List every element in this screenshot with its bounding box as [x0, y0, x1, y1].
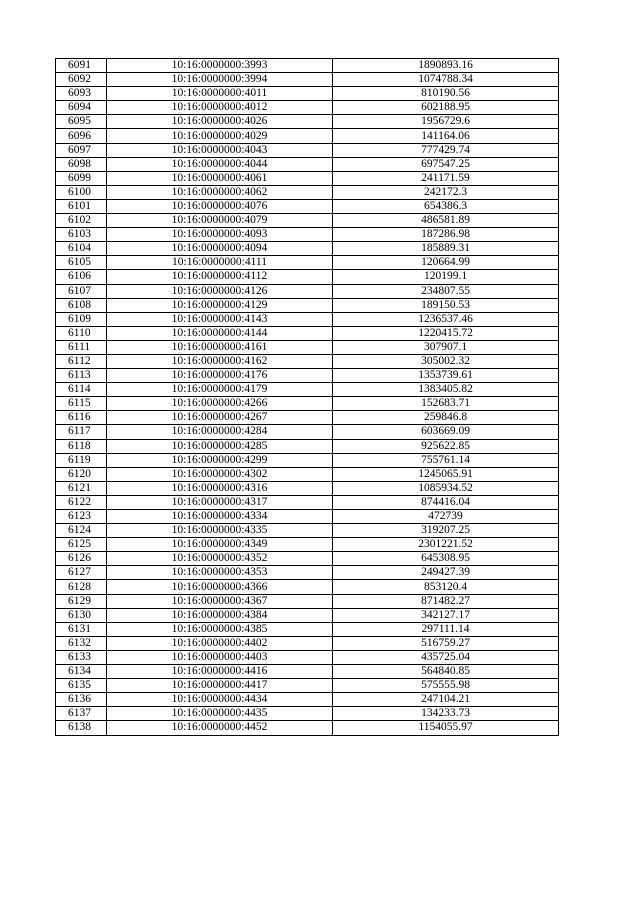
- cadastral-number-cell: 10:16:0000000:4267: [107, 411, 333, 425]
- cadastral-number-cell: 10:16:0000000:4403: [107, 650, 333, 664]
- row-number-cell: 6132: [56, 636, 107, 650]
- value-cell: 1890893.16: [333, 59, 559, 73]
- cadastral-number-cell: 10:16:0000000:4111: [107, 256, 333, 270]
- value-cell: 871482.27: [333, 594, 559, 608]
- value-cell: 189150.53: [333, 298, 559, 312]
- row-number-cell: 6134: [56, 665, 107, 679]
- table-row: [56, 157, 559, 171]
- table-row: [56, 481, 559, 495]
- row-number-cell: 6116: [56, 411, 107, 425]
- cadastral-number-cell: 10:16:0000000:4011: [107, 87, 333, 101]
- row-number-cell: 6122: [56, 495, 107, 509]
- cadastral-number-cell: 10:16:0000000:4029: [107, 129, 333, 143]
- cadastral-number-cell: 10:16:0000000:4352: [107, 552, 333, 566]
- row-number-cell: 6130: [56, 608, 107, 622]
- row-number-cell: 6096: [56, 129, 107, 143]
- table-row: [56, 425, 559, 439]
- cadastral-number-cell: 10:16:0000000:4112: [107, 270, 333, 284]
- row-number-cell: 6123: [56, 510, 107, 524]
- table-row: [56, 552, 559, 566]
- row-number-cell: 6094: [56, 101, 107, 115]
- row-number-cell: 6124: [56, 524, 107, 538]
- value-cell: 697547.25: [333, 157, 559, 171]
- table-row: [56, 214, 559, 228]
- cadastral-number-cell: 10:16:0000000:4079: [107, 214, 333, 228]
- table-row: [56, 270, 559, 284]
- table-row: [56, 242, 559, 256]
- value-cell: 234807.55: [333, 284, 559, 298]
- cadastral-number-cell: 10:16:0000000:4452: [107, 721, 333, 735]
- value-cell: 1154055.97: [333, 721, 559, 735]
- cadastral-number-cell: 10:16:0000000:4176: [107, 369, 333, 383]
- row-number-cell: 6099: [56, 171, 107, 185]
- cadastral-number-cell: 10:16:0000000:4012: [107, 101, 333, 115]
- cadastral-number-cell: 10:16:0000000:4435: [107, 707, 333, 721]
- table-row: [56, 510, 559, 524]
- value-cell: 516759.27: [333, 636, 559, 650]
- cadastral-number-cell: 10:16:0000000:4285: [107, 439, 333, 453]
- row-number-cell: 6102: [56, 214, 107, 228]
- value-cell: 305002.32: [333, 354, 559, 368]
- table-row: [56, 608, 559, 622]
- cadastral-number-cell: 10:16:0000000:4434: [107, 693, 333, 707]
- cadastral-number-cell: 10:16:0000000:3993: [107, 59, 333, 73]
- cadastral-number-cell: 10:16:0000000:4026: [107, 115, 333, 129]
- value-cell: 755761.14: [333, 453, 559, 467]
- value-cell: 2301221.52: [333, 538, 559, 552]
- cadastral-number-cell: 10:16:0000000:4161: [107, 340, 333, 354]
- table-body: [56, 59, 559, 736]
- value-cell: 1220415.72: [333, 326, 559, 340]
- cadastral-number-cell: 10:16:0000000:4093: [107, 228, 333, 242]
- value-cell: 297111.14: [333, 622, 559, 636]
- row-number-cell: 6097: [56, 143, 107, 157]
- table-row: [56, 228, 559, 242]
- table-row: [56, 354, 559, 368]
- cadastral-number-cell: 10:16:0000000:4316: [107, 481, 333, 495]
- value-cell: 1353739.61: [333, 369, 559, 383]
- row-number-cell: 6115: [56, 397, 107, 411]
- cadastral-number-cell: 10:16:0000000:4353: [107, 566, 333, 580]
- row-number-cell: 6111: [56, 340, 107, 354]
- row-number-cell: 6109: [56, 312, 107, 326]
- table-row: [56, 665, 559, 679]
- value-cell: 342127.17: [333, 608, 559, 622]
- value-cell: 187286.98: [333, 228, 559, 242]
- row-number-cell: 6112: [56, 354, 107, 368]
- row-number-cell: 6117: [56, 425, 107, 439]
- row-number-cell: 6098: [56, 157, 107, 171]
- row-number-cell: 6113: [56, 369, 107, 383]
- row-number-cell: 6095: [56, 115, 107, 129]
- table-row: [56, 115, 559, 129]
- cadastral-number-cell: 10:16:0000000:4366: [107, 580, 333, 594]
- value-cell: 853120.4: [333, 580, 559, 594]
- value-cell: 575555.98: [333, 679, 559, 693]
- value-cell: 486581.89: [333, 214, 559, 228]
- value-cell: 645308.95: [333, 552, 559, 566]
- value-cell: 602188.95: [333, 101, 559, 115]
- table-row: [56, 199, 559, 213]
- value-cell: 1085934.52: [333, 481, 559, 495]
- cadastral-number-cell: 10:16:0000000:4144: [107, 326, 333, 340]
- cadastral-number-cell: 10:16:0000000:4416: [107, 665, 333, 679]
- cadastral-number-cell: 10:16:0000000:4349: [107, 538, 333, 552]
- table-row: [56, 171, 559, 185]
- cadastral-number-cell: 10:16:0000000:4162: [107, 354, 333, 368]
- row-number-cell: 6129: [56, 594, 107, 608]
- cadastral-number-cell: 10:16:0000000:4129: [107, 298, 333, 312]
- row-number-cell: 6100: [56, 185, 107, 199]
- row-number-cell: 6110: [56, 326, 107, 340]
- value-cell: 1956729.6: [333, 115, 559, 129]
- cadastral-number-cell: 10:16:0000000:4126: [107, 284, 333, 298]
- row-number-cell: 6114: [56, 383, 107, 397]
- cadastral-number-cell: 10:16:0000000:4061: [107, 171, 333, 185]
- row-number-cell: 6126: [56, 552, 107, 566]
- row-number-cell: 6121: [56, 481, 107, 495]
- value-cell: 654386.3: [333, 199, 559, 213]
- cadastral-number-cell: 10:16:0000000:4043: [107, 143, 333, 157]
- row-number-cell: 6137: [56, 707, 107, 721]
- value-cell: 1245065.91: [333, 467, 559, 481]
- value-cell: 152683.71: [333, 397, 559, 411]
- value-cell: 247104.21: [333, 693, 559, 707]
- cadastral-value-table: [55, 58, 559, 736]
- table-row: [56, 185, 559, 199]
- table-row: [56, 439, 559, 453]
- value-cell: 185889.31: [333, 242, 559, 256]
- table-row: [56, 256, 559, 270]
- value-cell: 1236537.46: [333, 312, 559, 326]
- value-cell: 925622.85: [333, 439, 559, 453]
- value-cell: 134233.73: [333, 707, 559, 721]
- row-number-cell: 6136: [56, 693, 107, 707]
- cadastral-number-cell: 10:16:0000000:4044: [107, 157, 333, 171]
- row-number-cell: 6128: [56, 580, 107, 594]
- row-number-cell: 6092: [56, 73, 107, 87]
- cadastral-number-cell: 10:16:0000000:4367: [107, 594, 333, 608]
- table-row: [56, 143, 559, 157]
- value-cell: 249427.39: [333, 566, 559, 580]
- cadastral-number-cell: 10:16:0000000:4094: [107, 242, 333, 256]
- cadastral-number-cell: 10:16:0000000:4385: [107, 622, 333, 636]
- row-number-cell: 6091: [56, 59, 107, 73]
- row-number-cell: 6131: [56, 622, 107, 636]
- row-number-cell: 6108: [56, 298, 107, 312]
- value-cell: 319207.25: [333, 524, 559, 538]
- value-cell: 120664.99: [333, 256, 559, 270]
- row-number-cell: 6107: [56, 284, 107, 298]
- value-cell: 564840.85: [333, 665, 559, 679]
- table-row: [56, 284, 559, 298]
- table-row: [56, 411, 559, 425]
- row-number-cell: 6104: [56, 242, 107, 256]
- table-row: [56, 298, 559, 312]
- cadastral-number-cell: 10:16:0000000:4384: [107, 608, 333, 622]
- row-number-cell: 6127: [56, 566, 107, 580]
- cadastral-number-cell: 10:16:0000000:4335: [107, 524, 333, 538]
- table-row: [56, 383, 559, 397]
- value-cell: 1074788.34: [333, 73, 559, 87]
- value-cell: 259846.8: [333, 411, 559, 425]
- cadastral-number-cell: 10:16:0000000:4402: [107, 636, 333, 650]
- value-cell: 120199.1: [333, 270, 559, 284]
- table-row: [56, 721, 559, 735]
- table-row: [56, 312, 559, 326]
- table-row: [56, 538, 559, 552]
- value-cell: 435725.04: [333, 650, 559, 664]
- cadastral-number-cell: 10:16:0000000:4143: [107, 312, 333, 326]
- row-number-cell: 6103: [56, 228, 107, 242]
- value-cell: 241171.59: [333, 171, 559, 185]
- table-row: [56, 101, 559, 115]
- table-row: [56, 650, 559, 664]
- cadastral-number-cell: 10:16:0000000:4062: [107, 185, 333, 199]
- table-row: [56, 594, 559, 608]
- value-cell: 1383405.82: [333, 383, 559, 397]
- row-number-cell: 6106: [56, 270, 107, 284]
- table-row: [56, 340, 559, 354]
- value-cell: 242172.3: [333, 185, 559, 199]
- cadastral-number-cell: 10:16:0000000:4302: [107, 467, 333, 481]
- table-row: [56, 707, 559, 721]
- cadastral-number-cell: 10:16:0000000:4266: [107, 397, 333, 411]
- row-number-cell: 6133: [56, 650, 107, 664]
- value-cell: 141164.06: [333, 129, 559, 143]
- table-row: [56, 636, 559, 650]
- cadastral-number-cell: 10:16:0000000:4334: [107, 510, 333, 524]
- row-number-cell: 6101: [56, 199, 107, 213]
- row-number-cell: 6093: [56, 87, 107, 101]
- row-number-cell: 6105: [56, 256, 107, 270]
- cadastral-number-cell: 10:16:0000000:4284: [107, 425, 333, 439]
- value-cell: 603669.09: [333, 425, 559, 439]
- row-number-cell: 6120: [56, 467, 107, 481]
- table-row: [56, 397, 559, 411]
- cadastral-number-cell: 10:16:0000000:4179: [107, 383, 333, 397]
- table-row: [56, 369, 559, 383]
- table-row: [56, 73, 559, 87]
- row-number-cell: 6125: [56, 538, 107, 552]
- row-number-cell: 6135: [56, 679, 107, 693]
- cadastral-number-cell: 10:16:0000000:4076: [107, 199, 333, 213]
- table-row: [56, 524, 559, 538]
- table-row: [56, 495, 559, 509]
- table-row: [56, 326, 559, 340]
- cadastral-number-cell: 10:16:0000000:4417: [107, 679, 333, 693]
- table-row: [56, 679, 559, 693]
- table-row: [56, 453, 559, 467]
- value-cell: 874416.04: [333, 495, 559, 509]
- cadastral-number-cell: 10:16:0000000:4317: [107, 495, 333, 509]
- row-number-cell: 6118: [56, 439, 107, 453]
- cadastral-number-cell: 10:16:0000000:3994: [107, 73, 333, 87]
- table-row: [56, 59, 559, 73]
- value-cell: 307907.1: [333, 340, 559, 354]
- value-cell: 472739: [333, 510, 559, 524]
- row-number-cell: 6138: [56, 721, 107, 735]
- table-row: [56, 467, 559, 481]
- value-cell: 810190.56: [333, 87, 559, 101]
- table-row: [56, 129, 559, 143]
- table-row: [56, 566, 559, 580]
- cadastral-number-cell: 10:16:0000000:4299: [107, 453, 333, 467]
- table-row: [56, 580, 559, 594]
- row-number-cell: 6119: [56, 453, 107, 467]
- value-cell: 777429.74: [333, 143, 559, 157]
- table-row: [56, 87, 559, 101]
- table-row: [56, 693, 559, 707]
- table-row: [56, 622, 559, 636]
